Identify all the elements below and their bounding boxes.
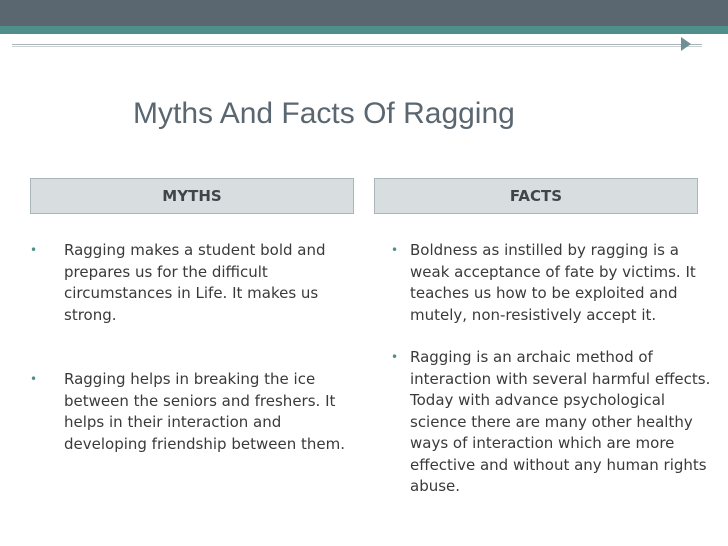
bullet-icon: • bbox=[391, 243, 399, 257]
fact-text: Ragging is an archaic method of interaction with several harmful effects. Today with advance psychological science there are many other healthy ways of interaction which are more effective and without any human rights abuse. bbox=[410, 348, 711, 495]
list-item bbox=[391, 347, 711, 498]
triangle-marker-icon bbox=[681, 37, 691, 51]
slide-title: Myths And Facts Of Ragging bbox=[133, 97, 515, 130]
facts-header bbox=[374, 178, 698, 214]
bullet-icon: • bbox=[391, 350, 399, 364]
bullet-icon: • bbox=[30, 372, 38, 386]
divider-line bbox=[12, 44, 702, 45]
myth-text: Ragging helps in breaking the ice between the seniors and freshers. It helps in their interaction and developing friendship between them. bbox=[64, 370, 345, 453]
myths-header bbox=[30, 178, 354, 214]
divider-line-secondary bbox=[12, 46, 702, 47]
list-item bbox=[30, 369, 354, 455]
myths-heading-label: MYTHS bbox=[162, 187, 222, 205]
accent-stripe bbox=[0, 26, 728, 34]
fact-text: Boldness as instilled by ragging is a weak acceptance of fate by victims. It teaches us how to be exploited and mutely, non-resistively accept it. bbox=[410, 241, 696, 324]
facts-heading-label: FACTS bbox=[509, 187, 563, 205]
myths-list bbox=[30, 240, 354, 455]
facts-list bbox=[391, 240, 711, 498]
myth-text: Ragging makes a student bold and prepares us for the difficult circumstances in Life. It makes us strong. bbox=[64, 241, 326, 324]
top-bar bbox=[0, 0, 728, 26]
list-item bbox=[391, 240, 711, 326]
bullet-icon: • bbox=[30, 243, 38, 257]
list-item bbox=[30, 240, 354, 326]
